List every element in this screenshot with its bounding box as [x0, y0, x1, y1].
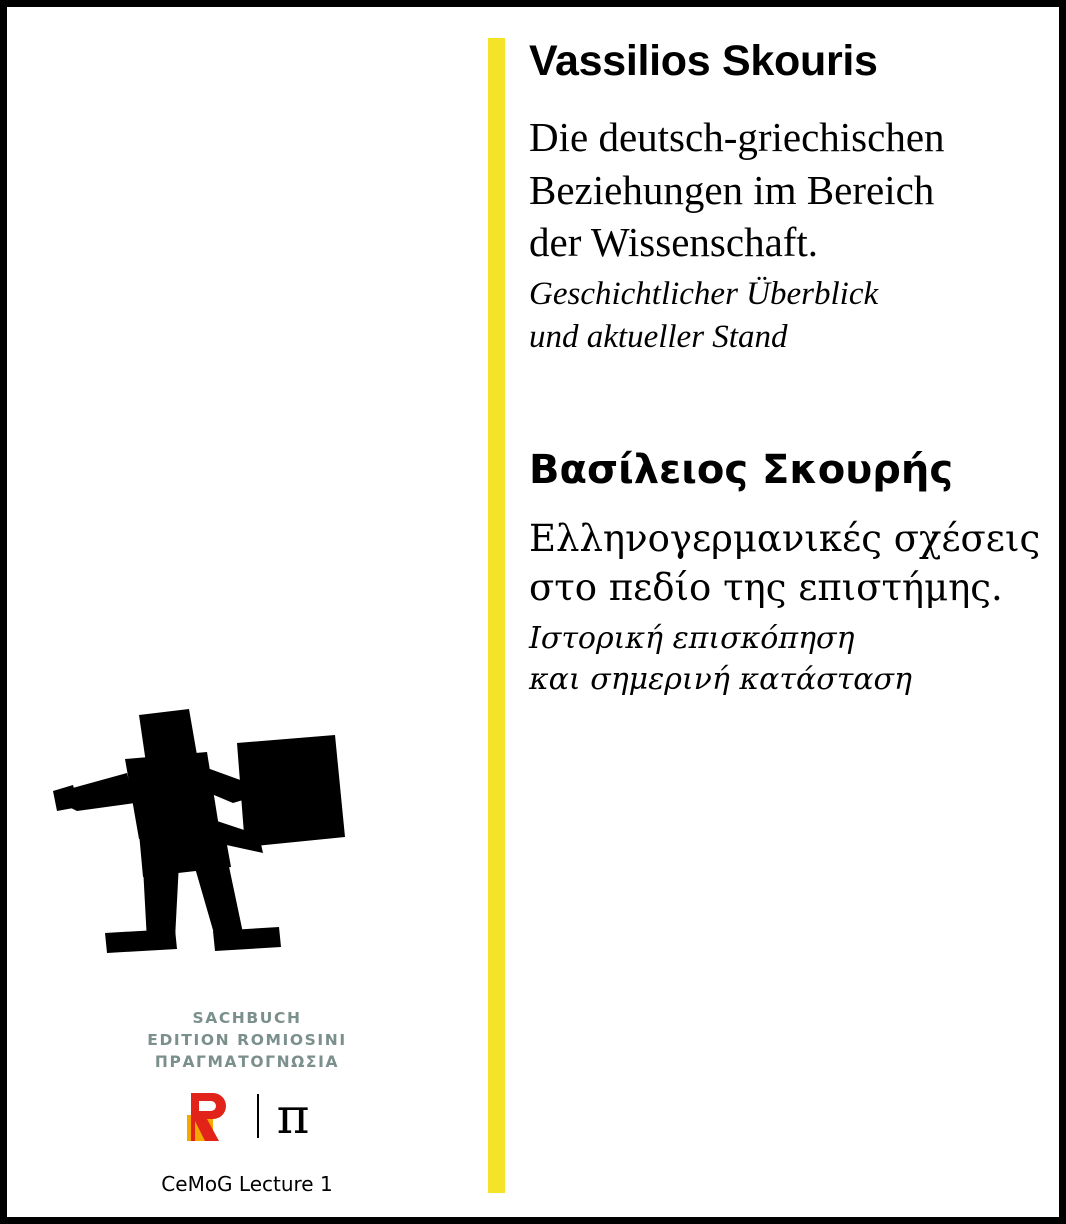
figure-with-tablet-illustration — [47, 707, 347, 977]
title-line: Beziehungen im Bereich — [529, 166, 935, 213]
romiosini-logo-icon — [185, 1089, 239, 1143]
title-line: Ελληνογερμανικές σχέσεις — [529, 517, 1041, 561]
pi-logo-icon: π — [276, 1087, 310, 1145]
logo-divider — [257, 1094, 259, 1138]
series-line-edition: EDITION ROMIOSINI — [147, 1031, 347, 1049]
title-line: στο πεδίο της επιστήμης. — [529, 565, 1003, 609]
subtitle-line: και σημερινή κατάσταση — [529, 661, 912, 697]
cover-text-column — [529, 37, 1049, 700]
title-line: Die deutsch-griechischen — [529, 114, 945, 161]
author-name-german: Vassilios Skouris — [529, 37, 878, 85]
title-line: der Wissenschaft. — [529, 219, 819, 266]
yellow-vertical-rule — [488, 38, 505, 1193]
series-line-greek: ΠΡΑΓΜΑΤΟΓΝΩΣΙΑ — [154, 1053, 340, 1071]
subtitle-line: Ιστορική επισκόπηση — [529, 620, 855, 656]
book-title-german — [529, 111, 1049, 268]
author-name-greek: Βασίλειος Σκουρής — [529, 447, 954, 494]
book-title-greek — [529, 515, 1049, 613]
book-subtitle-german — [529, 273, 1049, 361]
series-imprint — [51, 1007, 443, 1073]
subtitle-line: und aktueller Stand — [529, 319, 788, 356]
subtitle-line: Geschichtlicher Überblick — [529, 275, 879, 312]
publisher-logos — [51, 1089, 443, 1143]
lecture-series-label: CeMoG Lecture 1 — [161, 1172, 333, 1196]
series-line-sachbuch: SACHBUCH — [192, 1009, 302, 1027]
book-subtitle-greek — [529, 619, 1049, 701]
